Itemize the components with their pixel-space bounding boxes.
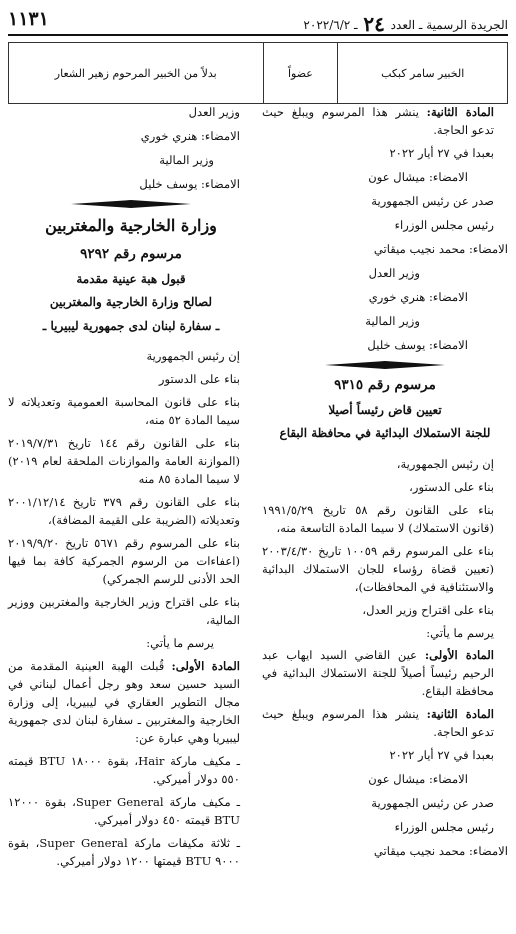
table-row <box>9 43 508 104</box>
article-label: المادة الأولى: <box>424 648 494 663</box>
issued-by: صدر عن رئيس الجمهورية <box>371 796 494 811</box>
list-item: ـ ثلاثة مكيفات ماركة Super General، بقوة ٩٠٠٠ BTU قيمتها ١٢٠٠ دولار أميركي. <box>8 835 240 868</box>
justice-signature: الامضاء: هنري خوري <box>140 128 240 143</box>
article-1 <box>262 647 508 701</box>
preamble-line: إن رئيس الجمهورية، <box>396 456 494 471</box>
decree-title: قبول هبة عينية مقدمة <box>76 271 186 286</box>
issue-date: ـ ٢٠٢٢/٦/٢ <box>303 18 358 32</box>
pm-title: رئيس مجلس الوزراء <box>394 820 494 835</box>
separator-ornament <box>262 361 508 369</box>
member-name-cell: الخبير سامر كبكب <box>338 43 508 104</box>
ministry-heading: وزارة الخارجية والمغتربين <box>45 215 217 235</box>
justice-signature: الامضاء: هنري خوري <box>368 289 468 304</box>
preamble-line: بناء على المرسوم رقم ١٠٠٥٩ تاريخ ٢٠٠٣/٤/٣٠ (تعيين قضاة رؤساء للجان الاستملاك البدائية والاستئنافية في المحافظات)، <box>262 543 494 594</box>
separator-ornament <box>8 200 254 208</box>
article-text: ينشر هذا المرسوم ويبلغ حيث تدعو الحاجة. <box>262 105 494 137</box>
article-text: ينشر هذا المرسوم ويبلغ حيث تدعو الحاجة. <box>262 707 494 740</box>
header-rule <box>8 34 508 36</box>
members-table <box>8 42 508 104</box>
preamble-line: بناء على الدستور <box>158 372 240 387</box>
gazette-title <box>303 12 508 36</box>
left-column <box>8 104 254 876</box>
signature-block <box>262 145 508 355</box>
finance-signature: الامضاء: يوسف خليل <box>139 176 240 191</box>
justice-minister: وزير العدل <box>368 265 420 280</box>
gazette-name: الجريدة الرسمية ـ العدد <box>390 18 508 32</box>
list-item: ـ مكيف ماركة Super General، بقوة ١٢٠٠٠ BTU قيمته ٤٥٠ دولار أميركي. <box>8 794 240 827</box>
list-item: ـ مكيف ماركة Hair، بقوة ١٨٠٠٠ BTU قيمته ٥٥٠ دولار أميركي. <box>8 753 240 786</box>
decree-number: مرسوم رقم ٩٣١٥ <box>334 376 436 393</box>
preamble-line: بناء على اقتراح وزير العدل، <box>362 602 494 617</box>
page-number: ١١٣١ <box>8 8 49 30</box>
preamble-line: إن رئيس الجمهورية <box>146 349 240 364</box>
preamble-line: بناء على القانون رقم ٥٨ تاريخ ١٩٩١/٥/٢٩ (قانون الاستملاك) لا سيما المادة التاسعة منه، <box>262 502 494 535</box>
article-1 <box>8 658 254 748</box>
pm-title: رئيس مجلس الوزراء <box>394 217 494 232</box>
article-text: قُبلت الهبة العينية المقدمة من السيد حسين سعد وهو رجل أعمال لبناني في مجال التطوير العقاري في ليبيريا، إلى وزارة الخارجية والمغتربين ـ سفارة لبنان لدى جمهورية ليبيريا وهي عبارة عن: <box>8 658 240 745</box>
article-2 <box>262 104 508 140</box>
preamble-line: بناء على قانون المحاسبة العمومية وتعديلاته لا سيما المادة ٥٢ منه، <box>8 395 240 428</box>
signature-block <box>262 747 508 861</box>
page-header <box>8 8 508 34</box>
issue-number: ٢٤ <box>363 12 385 36</box>
article-label: المادة الثانية: <box>426 105 494 119</box>
article-2 <box>262 706 508 742</box>
member-note-cell: بدلاً من الخبير المرحوم زهير الشعار <box>9 43 264 104</box>
preamble-line: بناء على اقتراح وزير الخارجية والمغتربين ووزير المالية، <box>8 595 240 627</box>
preamble-line: بناء على القانون رقم ٣٧٩ تاريخ ٢٠٠١/١٢/١٤ وتعديلاته (الضريبة على القيمة المضافة)، <box>8 495 240 528</box>
decree-subtitle: للجنة الاستملاك البدائية في محافظة البقاع <box>279 426 491 441</box>
pm-signature: الامضاء: محمد نجيب ميقاتي <box>373 844 508 859</box>
justice-minister: وزير العدل <box>188 105 240 119</box>
right-column <box>262 104 508 867</box>
president-signature: الامضاء: ميشال عون <box>368 169 468 184</box>
member-role-cell: عضواً <box>263 43 338 104</box>
article-text: عين القاضي السيد ايهاب عبد الرحيم رئيساً أصيلاً للجنة الاستملاك البدائية في محافظة البقاع. <box>262 648 494 699</box>
article-label: المادة الثانية: <box>426 707 494 722</box>
finance-minister: وزير المالية <box>159 152 214 167</box>
decree-subtitle: ـ سفارة لبنان لدى جمهورية ليبيريا ـ <box>42 318 220 333</box>
decree-title: تعيين قاض رئيساً أصيلا <box>328 402 442 417</box>
date-line: بعبدا في ٢٧ أيار ٢٠٢٢ <box>389 145 494 160</box>
finance-minister: وزير المالية <box>365 313 420 328</box>
decree-clause: يرسم ما يأتي: <box>146 635 214 650</box>
issued-by: صدر عن رئيس الجمهورية <box>371 193 494 208</box>
preamble-line: بناء على المرسوم رقم ٥٦٧١ تاريخ ٢٠١٩/٩/٢٠ (اعفاءات من الرسوم الجمركية كافة بما فيها الحد الأدنى للرسم الجمركي) <box>8 536 240 587</box>
signature-block <box>8 104 254 194</box>
finance-signature: الامضاء: يوسف خليل <box>367 337 468 352</box>
article-label: المادة الأولى: <box>171 658 241 673</box>
date-line: بعبدا في ٢٧ أيار ٢٠٢٢ <box>389 748 494 763</box>
decree-number: مرسوم رقم ٩٢٩٢ <box>80 245 182 262</box>
decree-clause: يرسم ما يأتي: <box>426 625 494 640</box>
preamble-line: بناء على القانون رقم ١٤٤ تاريخ ٢٠١٩/٧/٣١ (الموازنة العامة والموازنات الملحقة لعام ٢٠١٩) لا سيما المادة ٨٥ منه <box>8 436 240 487</box>
pm-signature: الامضاء: محمد نجيب ميقاتي <box>373 241 508 256</box>
president-signature: الامضاء: ميشال عون <box>368 772 468 787</box>
preamble-line: بناء على الدستور، <box>409 479 494 494</box>
decree-subtitle: لصالح وزارة الخارجية والمغتربين <box>49 295 213 310</box>
